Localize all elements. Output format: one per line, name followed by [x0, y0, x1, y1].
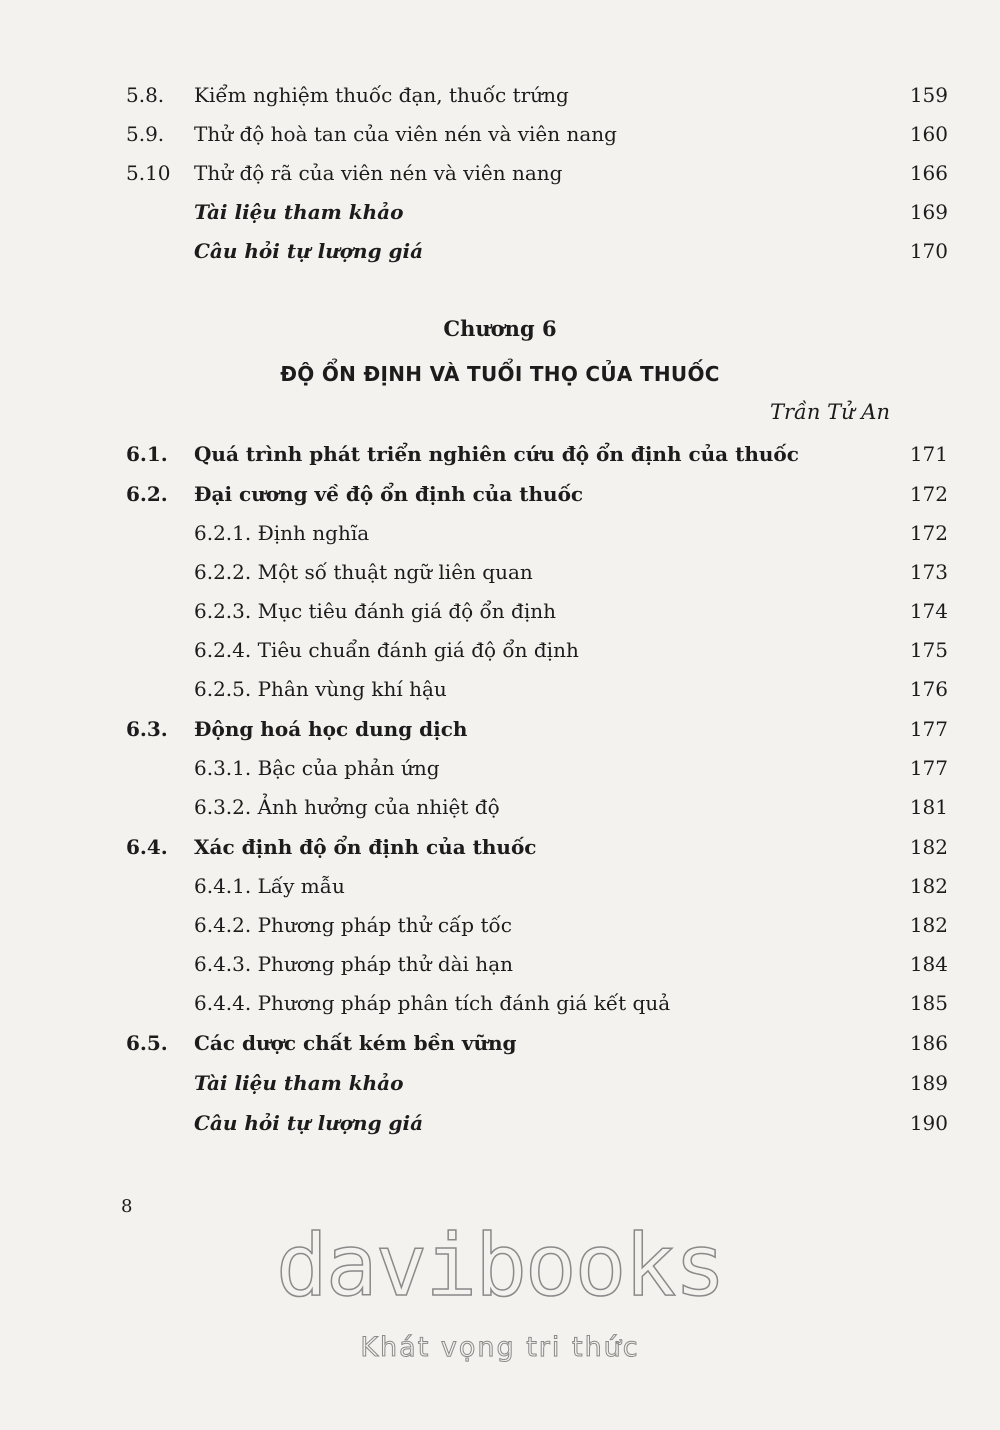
entry-title: Thử độ hoà tan của viên nén và viên nang [194, 122, 617, 146]
watermark-brand: davibooks [276, 1216, 724, 1316]
entry-number: 5.10 [126, 161, 171, 185]
entry-page: 160 [909, 122, 948, 146]
entry-title: 6.2.5. Phân vùng khí hậu [194, 677, 447, 701]
entry-title: 6.2.1. Định nghĩa [194, 521, 370, 545]
toc-entry [0, 516, 1000, 550]
watermark-slogan: Khát vọng tri thức [360, 1332, 640, 1363]
entry-page: 175 [909, 638, 948, 662]
entry-page: 182 [909, 874, 948, 898]
toc-entry [0, 672, 1000, 706]
toc-entry [0, 947, 1000, 981]
toc-entry [0, 908, 1000, 942]
entry-title: 6.2.2. Một số thuật ngữ liên quan [194, 560, 533, 584]
entry-page: 177 [909, 717, 948, 741]
toc-entry [0, 712, 1000, 746]
toc-entry [0, 594, 1000, 628]
entry-title: Quá trình phát triển nghiên cứu độ ổn định của thuốc [194, 442, 799, 466]
toc-entry [0, 986, 1000, 1020]
entry-number: 5.9. [126, 122, 165, 146]
entry-page: 170 [909, 239, 948, 263]
toc-entry [0, 195, 1000, 229]
entry-page: 172 [909, 521, 948, 545]
toc-entry [0, 1106, 1000, 1140]
entry-title: Câu hỏi tự lượng giá [194, 1111, 424, 1135]
entry-title: Câu hỏi tự lượng giá [194, 239, 424, 263]
toc-entry [0, 1026, 1000, 1060]
page-number: 8 [121, 1196, 133, 1217]
entry-title: Động hoá học dung dịch [194, 717, 468, 741]
entry-title: 6.2.4. Tiêu chuẩn đánh giá độ ổn định [194, 638, 579, 662]
chapter-title: ĐỘ ỔN ĐỊNH VÀ TUỔI THỌ CỦA THUỐC [280, 362, 720, 386]
entry-title: 6.4.4. Phương pháp phân tích đánh giá kết quả [194, 991, 671, 1015]
entry-page: 174 [909, 599, 948, 623]
entry-page: 177 [909, 756, 948, 780]
toc-entry [0, 751, 1000, 785]
entry-title: 6.3.1. Bậc của phản ứng [194, 756, 440, 780]
chapter-label: Chương 6 [443, 316, 557, 341]
entry-title: Tài liệu tham khảo [194, 200, 404, 224]
entry-page: 182 [909, 913, 948, 937]
entry-page: 171 [909, 442, 948, 466]
entry-page: 190 [909, 1111, 948, 1135]
entry-title: 6.3.2. Ảnh hưởng của nhiệt độ [194, 795, 500, 819]
toc-entry [0, 477, 1000, 511]
entry-title: Kiểm nghiệm thuốc đạn, thuốc trứng [194, 83, 569, 107]
toc-entry [0, 437, 1000, 471]
toc-entry [0, 830, 1000, 864]
entry-page: 181 [909, 795, 948, 819]
entry-number: 6.1. [126, 442, 168, 466]
entry-number: 6.3. [126, 717, 168, 741]
entry-page: 169 [909, 200, 948, 224]
entry-title: 6.4.1. Lấy mẫu [194, 874, 345, 898]
entry-page: 172 [909, 482, 948, 506]
entry-number: 6.4. [126, 835, 168, 859]
toc-entry [0, 117, 1000, 151]
entry-title: Xác định độ ổn định của thuốc [194, 835, 537, 859]
entry-number: 6.5. [126, 1031, 168, 1055]
entry-title: Đại cương về độ ổn định của thuốc [194, 482, 584, 506]
toc-entry [0, 156, 1000, 190]
entry-title: 6.2.3. Mục tiêu đánh giá độ ổn định [194, 599, 556, 623]
entry-page: 189 [909, 1071, 948, 1095]
chapter-author: Trần Tử An [769, 400, 890, 424]
entry-page: 159 [909, 83, 948, 107]
entry-page: 185 [909, 991, 948, 1015]
entry-title: 6.4.3. Phương pháp thử dài hạn [194, 952, 513, 976]
toc-entry [0, 869, 1000, 903]
entry-page: 182 [909, 835, 948, 859]
entry-title: Các dược chất kém bền vững [194, 1031, 517, 1055]
entry-page: 184 [909, 952, 948, 976]
entry-title: Thử độ rã của viên nén và viên nang [194, 161, 563, 185]
entry-page: 166 [909, 161, 948, 185]
toc-entry [0, 234, 1000, 268]
entry-title: Tài liệu tham khảo [194, 1071, 404, 1095]
entry-page: 173 [909, 560, 948, 584]
entry-page: 176 [909, 677, 948, 701]
entry-number: 6.2. [126, 482, 168, 506]
entry-number: 5.8. [126, 83, 165, 107]
toc-entry [0, 78, 1000, 112]
toc-entry [0, 633, 1000, 667]
toc-entry [0, 790, 1000, 824]
entry-page: 186 [909, 1031, 948, 1055]
toc-entry [0, 555, 1000, 589]
entry-title: 6.4.2. Phương pháp thử cấp tốc [194, 913, 512, 937]
toc-entry [0, 1066, 1000, 1100]
